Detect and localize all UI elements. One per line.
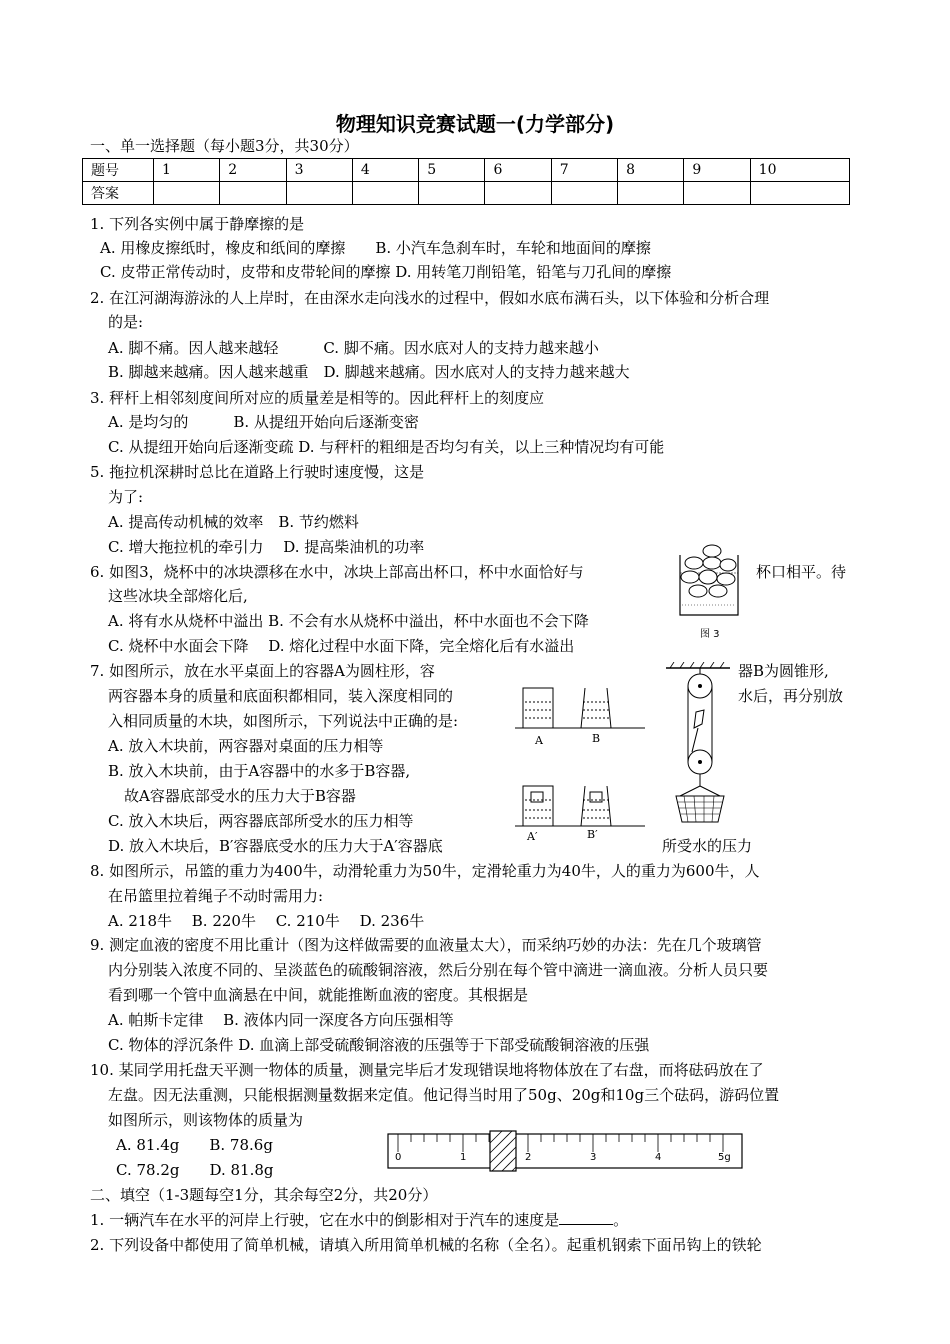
ruler-tick-label: 0 [395, 1152, 402, 1163]
table-cell: 9 [684, 159, 750, 182]
option-line: B. 放入木块前，由于A容器中的水多于B容器, [108, 762, 411, 780]
pulley-basket-figure [660, 662, 740, 841]
question-8: 8. 如图所示，吊篮的重力为400牛，动滑轮重力为50牛，定滑轮重力为40牛，人的重力为600牛，人 [90, 862, 760, 880]
option-line: A. 提高传动机械的效率 B. 节约燃料 [108, 513, 359, 531]
question-text: 在吊篮里拉着绳子不动时需用力: [108, 887, 324, 905]
container-label: B [592, 732, 601, 745]
table-cell: 5 [419, 159, 485, 182]
page-title: 物理知识竞赛试题一(力学部分) [335, 112, 615, 136]
question-text: 器B为圆锥形, [738, 662, 829, 680]
question-text: 杯口相平。待 [756, 563, 847, 581]
section1-heading: 一、单一选择题（每小题3分，共30分） [90, 137, 359, 155]
option-line: C. 物体的浮沉条件 D. 血滴上部受硫酸铜溶液的压强等于下部受硫酸铜溶液的压强 [108, 1036, 650, 1054]
question-text: 1. 一辆汽车在水平的河岸上行驶，它在水中的倒影相对于汽车的速度是 [90, 1211, 560, 1229]
table-cell: 7 [551, 159, 617, 182]
answer-cell[interactable] [286, 182, 352, 205]
container-figure [515, 680, 650, 854]
option-line: C. 皮带正常传动时，皮带和皮带轮间的摩擦 D. 用转笔刀削铅笔，铅笔与刀孔间的摩擦 [100, 263, 672, 281]
table-row [83, 182, 850, 205]
question-7: 7. 如图所示，放在水平桌面上的容器A为圆柱形，容 [90, 662, 435, 680]
figure-3-label: 图 3 [700, 629, 720, 640]
table-cell: 3 [286, 159, 352, 182]
container-label: B′ [587, 828, 598, 841]
section2-heading: 二、填空（1-3题每空1分，其余每空2分，共20分） [90, 1186, 438, 1204]
question-text: 两容器本身的质量和底面积都相同，装入深度相同的 [108, 687, 454, 705]
answer-cell[interactable] [485, 182, 551, 205]
question-text: 内分别装入浓度不同的、呈淡蓝色的硫酸铜溶液，然后分别在每个管中滴进一滴血液。分析人员只要 [108, 961, 769, 979]
question-5: 5. 拖拉机深耕时总比在道路上行驶时速度慢，这是 [90, 463, 425, 481]
answer-cell[interactable] [154, 182, 220, 205]
question-text: 入相同质量的木块，如图所示，下列说法中正确的是: [108, 712, 459, 730]
question-1: 1. 下列各实例中属于静摩擦的是 [90, 215, 305, 233]
ruler-tick-label: 5g [718, 1152, 731, 1163]
answer-cell[interactable] [684, 182, 750, 205]
ruler-tick-label: 3 [590, 1152, 597, 1163]
question-text: 所受水的压力 [662, 837, 753, 855]
question-2: 2. 在江河湖海游泳的人上岸时，在由深水走向浅水的过程中，假如水底布满石头，以下体验和分析合理 [90, 289, 770, 307]
option-line: A. 脚不痛。因人越来越轻 C. 脚不痛。因水底对人的支持力越来越小 [108, 339, 599, 357]
table-cell: 1 [154, 159, 220, 182]
rider-weight [490, 1131, 516, 1171]
option-line: A. 是均匀的 B. 从提纽开始向后逐渐变密 [108, 413, 419, 431]
table-cell: 答案 [83, 182, 154, 205]
question-text: 这些冰块全部熔化后, [108, 587, 248, 605]
answer-cell[interactable] [618, 182, 684, 205]
answer-cell[interactable] [220, 182, 286, 205]
option-line: A. 帕斯卡定律 B. 液体内同一深度各方向压强相等 [108, 1011, 454, 1029]
option-line: A. 81.4g B. 78.6g [116, 1136, 273, 1154]
option-line: C. 增大拖拉机的牵引力 D. 提高柴油机的功率 [108, 538, 425, 556]
table-row [83, 159, 850, 182]
table-cell: 2 [220, 159, 286, 182]
question-text: 左盘。因无法重测，只能根据测量数据来定值。他记得当时用了50g、20g和10g三个砝码，游码位置 [108, 1086, 780, 1104]
balance-ruler-figure [386, 1130, 746, 1176]
question-3: 3. 秤杆上相邻刻度间所对应的质量差是相等的。因此秤杆上的刻度应 [90, 389, 545, 407]
question-6: 6. 如图3，烧杯中的冰块漂移在水中，冰块上部高出杯口，杯中水面恰好与 [90, 563, 584, 581]
fill-question-2: 2. 下列设备中都使用了简单机械，请填入所用简单机械的名称（全名）。起重机钢索下面吊钩上的铁轮 [90, 1236, 762, 1254]
option-line: C. 烧杯中水面会下降 D. 熔化过程中水面下降，完全熔化后有水溢出 [108, 637, 575, 655]
figure-3-beaker [676, 543, 746, 647]
ruler-tick-label: 4 [655, 1152, 662, 1163]
option-line: A. 放入木块前，两容器对桌面的压力相等 [108, 737, 384, 755]
table-cell: 题号 [83, 159, 154, 182]
fill-question-1 [90, 1210, 628, 1230]
option-line: C. 从提纽开始向后逐渐变疏 D. 与秤杆的粗细是否均匀有关，以上三种情况均有可能 [108, 438, 665, 456]
option-line: 故A容器底部受水的压力大于B容器 [124, 787, 356, 805]
table-cell: 10 [750, 159, 849, 182]
container-label: A [535, 734, 543, 747]
answer-cell[interactable] [419, 182, 485, 205]
option-line: C. 78.2g D. 81.8g [116, 1161, 274, 1179]
option-line: C. 放入木块后，两容器底部所受水的压力相等 [108, 812, 414, 830]
answer-cell[interactable] [750, 182, 849, 205]
question-text: 为了: [108, 488, 144, 506]
ruler-tick-label: 1 [460, 1152, 467, 1163]
container-label: A′ [527, 830, 538, 843]
option-line: A. 用橡皮擦纸时，橡皮和纸间的摩擦 B. 小汽车急刹车时，车轮和地面间的摩擦 [100, 239, 651, 257]
question-10: 10. 某同学用托盘天平测一物体的质量，测量完毕后才发现错误地将物体放在了右盘，而将砝码放在了 [90, 1061, 764, 1079]
answer-table [82, 158, 850, 205]
question-text: 水后，再分别放 [738, 687, 844, 705]
option-line: A. 将有水从烧杯中溢出 B. 不会有水从烧杯中溢出，杯中水面也不会下降 [108, 612, 589, 630]
punctuation: 。 [613, 1211, 629, 1229]
answer-cell[interactable] [352, 182, 418, 205]
fill-blank[interactable] [559, 1210, 613, 1225]
answer-cell[interactable] [551, 182, 617, 205]
question-9: 9. 测定血液的密度不用比重计（图为这样做需要的血液量太大），而采纳巧妙的办法：先在几个玻璃管 [90, 936, 762, 954]
question-text: 的是: [108, 313, 144, 331]
option-line: D. 放入木块后，B′容器底受水的压力大于A′容器底 [108, 837, 443, 855]
option-line: A. 218牛 B. 220牛 C. 210牛 D. 236牛 [108, 912, 425, 930]
table-cell: 8 [618, 159, 684, 182]
ruler-tick-label: 2 [525, 1152, 532, 1163]
question-text: 看到哪一个管中血滴悬在中间，就能推断血液的密度。其根据是 [108, 986, 529, 1004]
option-line: B. 脚越来越痛。因人越来越重 D. 脚越来越痛。因水底对人的支持力越来越大 [108, 363, 630, 381]
table-cell: 6 [485, 159, 551, 182]
table-cell: 4 [352, 159, 418, 182]
question-text: 如图所示，则该物体的质量为 [108, 1111, 304, 1129]
